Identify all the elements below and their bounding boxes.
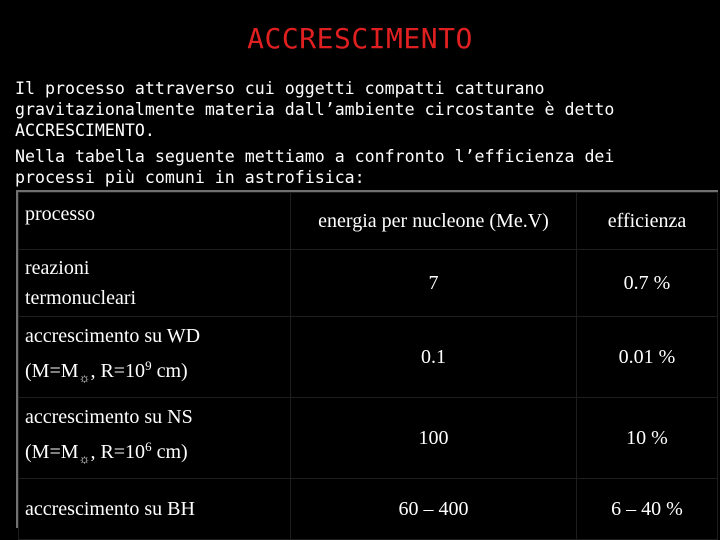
- efficiency-table: [18, 192, 718, 540]
- header-energy: energia per nucleone (Me.V): [291, 193, 577, 250]
- table-row: [19, 398, 718, 479]
- process-name: accrescimento su WD: [25, 325, 201, 347]
- process-name: accrescimento su NS: [25, 406, 193, 428]
- process-cell: accrescimento su BH: [19, 479, 291, 540]
- efficiency-cell: 6 – 40 %: [577, 479, 718, 540]
- efficiency-cell: 0.7 %: [577, 250, 718, 317]
- process-name: reazioni: [25, 257, 90, 279]
- process-cell: [19, 398, 291, 479]
- process-cell: [19, 317, 291, 398]
- efficiency-cell: 10 %: [577, 398, 718, 479]
- efficiency-cell: 0.01 %: [577, 317, 718, 398]
- sun-symbol-icon: ☼: [78, 370, 91, 385]
- intro-paragraph-definition: Il processo attraverso cui oggetti compatti catturano gravitazionalmente materia dall’ambiente circostante è detto ACCRESCIMENTO.: [15, 79, 615, 140]
- radius-exponent: 6: [145, 439, 152, 454]
- radius-exponent: 9: [145, 358, 152, 373]
- table-header-row: [19, 193, 718, 250]
- header-process: processo: [19, 193, 291, 250]
- energy-cell: 0.1: [291, 317, 577, 398]
- intro-paragraph-comparison: Nella tabella seguente mettiamo a confronto l’efficienza dei processi più comuni in astrofisica:: [15, 147, 615, 187]
- table-row: [19, 317, 718, 398]
- process-cell: [19, 250, 291, 317]
- process-name-continued: termonucleari: [25, 287, 137, 309]
- energy-cell: 7: [291, 250, 577, 317]
- process-parameters: ($M=M_☼$, $R=10^9$ cm): [25, 358, 188, 385]
- table-row: [19, 479, 718, 540]
- energy-cell: 100: [291, 398, 577, 479]
- header-efficiency: efficienza: [577, 193, 718, 250]
- page-title: ACCRESCIMENTO: [247, 22, 473, 55]
- energy-cell: 60 – 400: [291, 479, 577, 540]
- process-parameters: ($M=M_☼$, $R=10^6$ cm): [25, 439, 188, 466]
- sun-symbol-icon: ☼: [78, 451, 91, 466]
- table-row: [19, 250, 718, 317]
